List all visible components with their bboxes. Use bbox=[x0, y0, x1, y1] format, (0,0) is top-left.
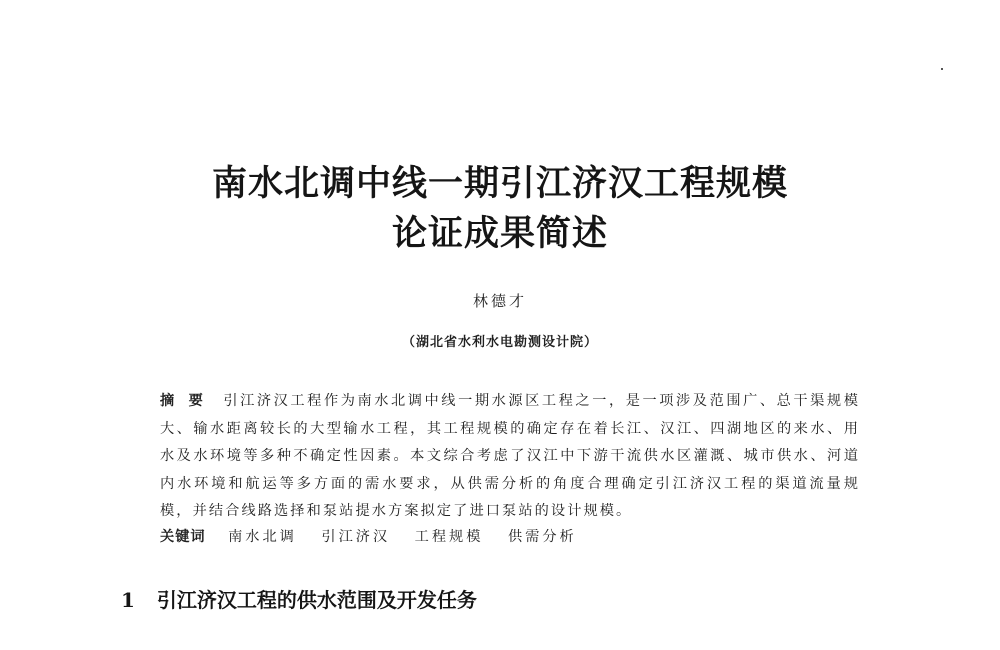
paper-title-line-1: 南水北调中线一期引江济汉工程规模 bbox=[211, 164, 788, 204]
keyword: 南水北调 bbox=[228, 529, 297, 545]
keywords-line bbox=[160, 524, 860, 551]
abstract-text: 引江济汉工程作为南水北调中线一期水源区工程之一，是一项涉及范围广、总干渠规模大、输水距离较长的大型输水工程，其工程规模的确定存在着长江、汉江、四湖地区的来水、用水及水环境等多种不确定性因素。本文综合考虑了汉江中下游干流供水区灌溉、城市供水、河道内水环境和航运等多方面的需水要求，从供需分析的角度合理确定引江济汉工程的渠道流量规模，并结合线路选择和泵站提水方案拟定了进口泵站的设计规模。 bbox=[160, 393, 860, 519]
section-number: 1 bbox=[121, 588, 135, 612]
author-name: 林德才 bbox=[472, 292, 527, 310]
keywords-label: 关键词 bbox=[160, 529, 206, 545]
section-heading-1 bbox=[121, 585, 477, 615]
scan-speck bbox=[941, 68, 943, 70]
section-title: 引江济汉工程的供水范围及开发任务 bbox=[156, 588, 477, 612]
abstract bbox=[160, 388, 860, 526]
keyword: 工程规模 bbox=[414, 529, 484, 545]
abstract-label: 摘要 bbox=[160, 393, 218, 409]
author-affiliation: （湖北省水利水电勘测设计院） bbox=[401, 335, 598, 350]
keyword: 引江济汉 bbox=[321, 529, 391, 545]
keyword: 供需分析 bbox=[507, 529, 577, 545]
paper-title-line-2: 论证成果简述 bbox=[391, 214, 608, 254]
